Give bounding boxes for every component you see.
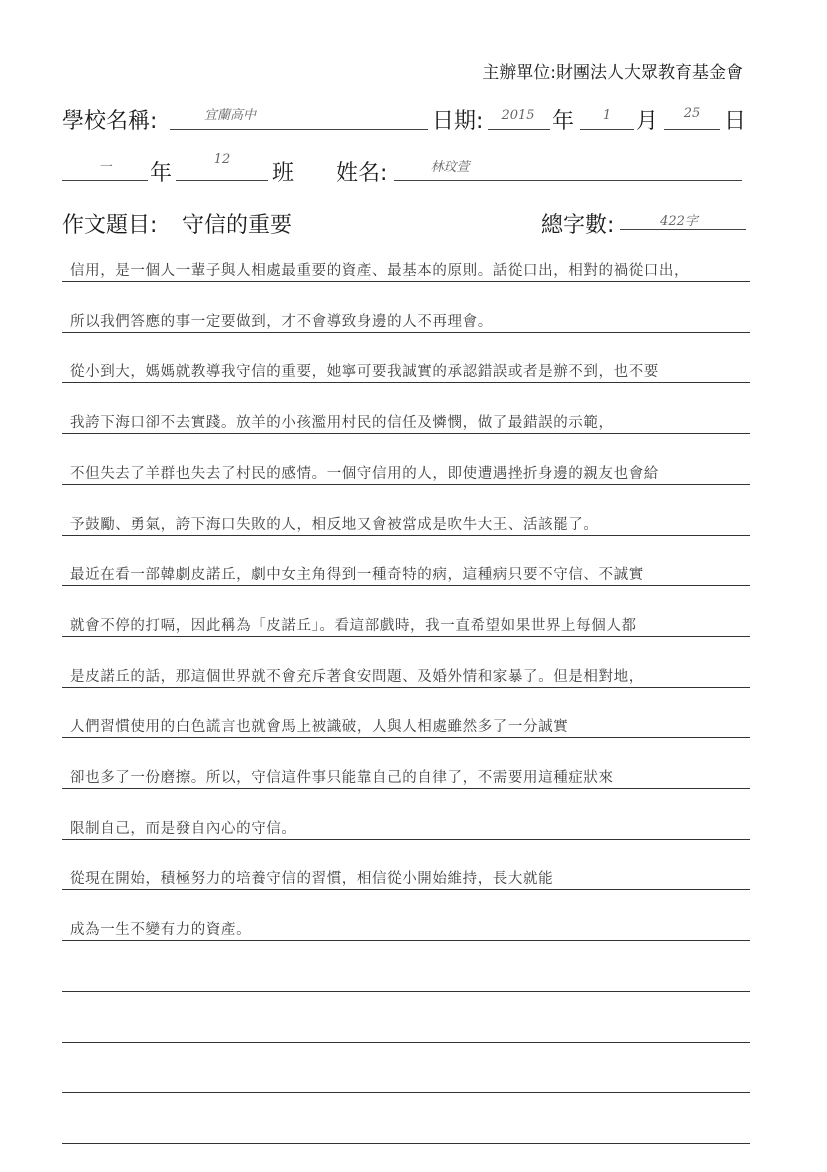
- grade-value: 一: [98, 160, 112, 175]
- ruled-line: [62, 940, 750, 941]
- ruled-line: [62, 332, 750, 333]
- class-unit: 班: [272, 161, 295, 186]
- ruled-line: [62, 1092, 750, 1093]
- essay-line: 最近在看一部韓劇皮諾丘，劇中女主角得到一種奇特的病，這種病只要不守信、不誠實: [70, 567, 644, 583]
- month-unit: 月: [636, 109, 659, 134]
- day-unit: 日: [724, 109, 747, 134]
- ruled-line: [62, 585, 750, 586]
- school-label: 學校名稱:: [62, 109, 158, 134]
- year-value: 2015: [501, 108, 535, 123]
- essay-line: 是皮諾丘的話，那這個世界就不會充斥著食安問題、及婚外情和家暴了。但是相對地，: [70, 669, 644, 685]
- school-underline: [170, 129, 428, 130]
- day-underline: [664, 129, 720, 130]
- wordcount-value: 422字: [660, 214, 698, 229]
- topic-value: 守信的重要: [182, 213, 293, 238]
- ruled-line: [62, 1042, 750, 1043]
- name-value: 林玟萱: [430, 160, 470, 175]
- essay-line: 我誇下海口卻不去實踐。放羊的小孩濫用村民的信任及憐憫，做了最錯誤的示範，: [70, 415, 614, 431]
- name-label: 姓名:: [336, 161, 388, 186]
- class-value: 12: [213, 152, 231, 167]
- ruled-line: [62, 484, 750, 485]
- ruled-line: [62, 433, 750, 434]
- wordcount-label: 總字數:: [541, 213, 615, 238]
- day-value: 25: [683, 106, 701, 121]
- wordcount-underline: [620, 229, 746, 230]
- grade-underline: [62, 180, 148, 181]
- essay-line: 卻也多了一份磨擦。所以，守信這件事只能靠自己的自律了，不需要用這種症狀來: [70, 770, 614, 786]
- ruled-line: [62, 839, 750, 840]
- essay-line: 從小到大，媽媽就教導我守信的重要，她寧可要我誠實的承認錯誤或者是辦不到，也不要: [70, 364, 659, 380]
- ruled-line: [62, 687, 750, 688]
- ruled-line: [62, 281, 750, 282]
- essay-line: 就會不停的打嗝，因此稱為「皮諾丘」。看這部戲時，我一直希望如果世界上每個人都: [70, 618, 637, 634]
- ruled-line: [62, 1143, 750, 1144]
- year-unit: 年: [552, 109, 575, 134]
- ruled-line: [62, 737, 750, 738]
- essay-line: 從現在開始，積極努力的培養守信的習慣，相信從小開始維持，長大就能: [70, 871, 554, 887]
- essay-line: 所以我們答應的事一定要做到，才不會導致身邊的人不再理會。: [70, 314, 493, 330]
- essay-line: 予鼓勵、勇氣，誇下海口失敗的人，相反地又會被當成是吹牛大王、活該罷了。: [70, 517, 599, 533]
- date-label: 日期:: [432, 109, 484, 134]
- month-value: 1: [602, 108, 612, 123]
- essay-line: 限制自己，而是發自內心的守信。: [70, 821, 297, 837]
- ruled-line: [62, 636, 750, 637]
- essay-line: 信用，是一個人一輩子與人相處最重要的資產、最基本的原則。話從口出，相對的禍從口出，: [70, 263, 690, 279]
- year-underline: [488, 129, 550, 130]
- organizer-label: 主辦單位:財團法人大眾教育基金會: [482, 63, 743, 83]
- grade-unit: 年: [150, 161, 173, 186]
- essay-line: 不但失去了羊群也失去了村民的感情。一個守信用的人，即使遭遇挫折身邊的親友也會給: [70, 466, 659, 482]
- essay-line: 人們習慣使用的白色謊言也就會馬上被識破，人與人相處雖然多了一分誠實: [70, 719, 569, 735]
- ruled-line: [62, 788, 750, 789]
- month-underline: [580, 129, 634, 130]
- ruled-line: [62, 889, 750, 890]
- school-value: 宜蘭高中: [203, 108, 256, 123]
- ruled-line: [62, 991, 750, 992]
- ruled-line: [62, 535, 750, 536]
- name-underline: [394, 180, 742, 181]
- class-underline: [176, 180, 268, 181]
- topic-label: 作文題目:: [62, 213, 158, 238]
- essay-line: 成為一生不變有力的資產。: [70, 922, 252, 938]
- ruled-line: [62, 382, 750, 383]
